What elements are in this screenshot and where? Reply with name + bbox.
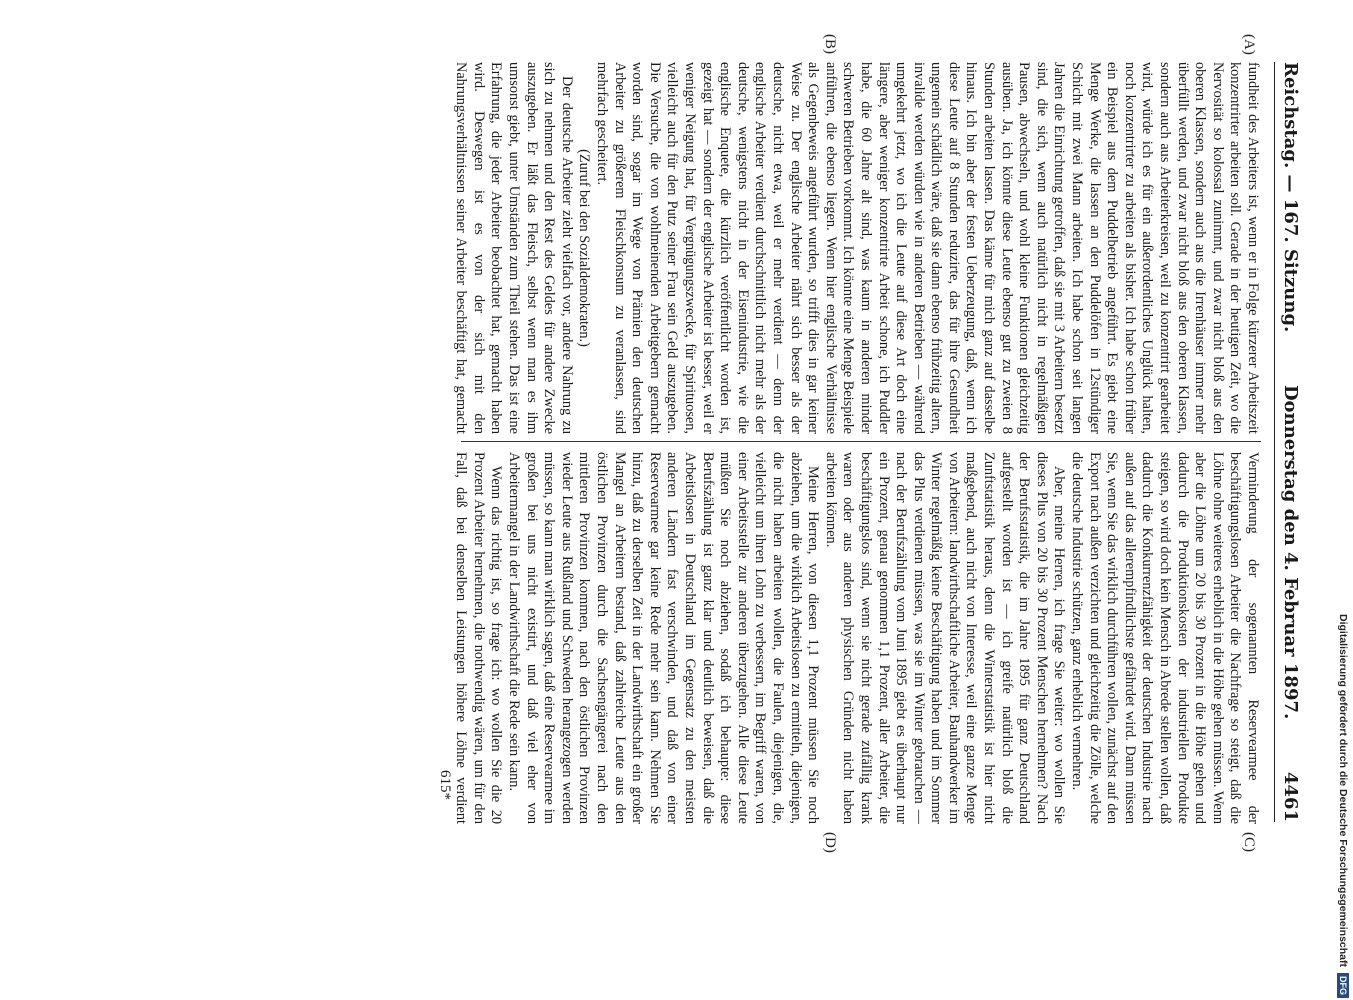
left-paragraph-2: Der deutsche Arbeiter zieht vielfach vor, andere Nahrung zu sich zu nehmen und den Rest des Geldes für andere Zwecke auszugeben. Er läßt das Fleisch, selbst wenn man es ihm umsonst giebt, unter Umständen zum Theil stehen. Das ist eine Erfahrung, die jeder Arbeiter beobachtet hat, gemacht haben wird. Deswegen ist es von der sich mit den Nahrungsverhältnissen seiner Arbeiter beschäftigt hat, gemacht xyxy=(453,62,575,434)
right-paragraph-2: Aber, meine Herren, ich frage Sie weiter: wo wollen Sie dieses Plus von 20 bis 30 Prozent Menschen hernehmen? Nach der Berufsstatistik, die im Jahre 1895 für ganz Deutschland aufgestellt worden ist — ich greife natürlich bloß die Zunftstatistik heraus, denn die Winterstatistik ist hier nicht maßgebend, auch nicht von Interesse, weil eine ganze Menge von Arbeitern: landwirthschaftliche Arbeiter, Bauhandwerker im Winter regelmäßig keine Beschäftigung haben und im Sommer das Plus verdienen müssen, was sie im Winter gebrauchen — nach der Berufszählung vom Juni 1895 giebt es überhaupt nur ein Prozent, genau genommen 1,1 Prozent, aller Arbeiter, die beschäftigungslos sind, wenn sie nicht gerade zufällig krank waren oder aus anderen physischen Gründen nicht haben arbeiten können. xyxy=(822,452,1068,824)
page-header xyxy=(1274,62,1301,822)
right-text-column xyxy=(453,452,1261,824)
margin-mark-c: (C) xyxy=(1241,832,1257,852)
margin-mark-d: (D) xyxy=(822,832,838,853)
left-paragraph-1: fundheit des Arbeiters ist, wenn er in Folge kürzerer Arbeitszeit konzentrirter arbeiten soll. Gerade in der heutigen Zeit, wo die Nervosität so kolossal zunimmt, und zwar nicht bloß aus den oberen Klassen, sondern auch aus die Irrenhäuser immer mehr überfüllt werden, und zwar nicht bloß aus den oberen Klassen, sondern auch aus Arbeiterkreisen, weil zu konzentrirt gearbeitet wird, würde ich es für ein außerordentliches Unglück halten, noch konzentrirter zu arbeiten als bisher. Ich habe schon früher ein Beispiel aus dem Puddelbetrieb angeführt. Es giebt eine Menge Werke, die lassen an den Puddelöfen in 12stündiger Schicht mit zwei Mann arbeiten. Ich habe schon seit langen Jahren die Einrichtung getroffen, daß sie mit 3 Arbeitern besetzt sind, die sich, wenn auch natürlich nicht in regelmäßigen Pausen, abwechseln, und wohl kleine Funktionen gleichzeitig ausüben. Ja, ich könnte diese Leute ebenso gut zu zweien 8 Stunden arbeiten lassen. Das käme für mich ganz auf dasselbe hinaus. Ich bin aber der festen Ueberzeugung, daß, wenn ich diese Leute auf 8 Stunden reduzirte, das für ihre Gesundheit ungemein schädlich wäre, daß sie dann ebenso frühzeitig altern, invalide werden würden wie in anderen Betrieben — während umgekehrt jetzt, wo ich die Leute auf diese Art doch eine längere, aber weniger konzentrirte Arbeit schone, ich Puddler habe, die 60 Jahre alt sind, was kaum in anderen minder schweren Betrieben vorkommt. Ich könnte eine Menge Beispiele anführen, die ebenso liegen. Wenn hier englische Verhältnisse als Gegenbeweis angeführt wurden, so trifft dies in gar keiner Weise zu. Der englische Arbeiter nährt sich besser als der deutsche, nicht etwa, weil er mehr verdient — denn der englische Arbeiter verdient durchschnittlich nicht mehr als der deutsche, wenigstens nicht in der Eisenindustrie, wie die englische Enquete, die kürzlich veröffentlicht worden ist, gezeigt hat — sondern der englische Arbeiter ist besser, weil er weniger Neigung hat, für Vergnügungszwecke, für Spirituosen, vielleicht auch für den Putz seiner Frau sein Geld auszugeben. Die Versuche, die von wohlmeinenden Arbeitgebern gemacht worden sind, sogar im Wege von Prämien den deutschen Arbeiter zu größerem Fleischkonsum zu veranlassen, sind mehrfach gescheitert. xyxy=(594,62,1261,434)
left-interjection: (Zuruf bei den Sozialdemokraten.) xyxy=(576,149,593,347)
header-left: Reichstag. — 167. Sitzung. xyxy=(1280,62,1301,333)
left-text-column xyxy=(453,62,1261,434)
margin-mark-b: (B) xyxy=(822,34,838,54)
digitization-text: Digitalisierung gefördert durch die Deutsche Forschungsgemeinschaft xyxy=(1337,614,1349,967)
header-date: Donnerstag den 4. Februar 1897. xyxy=(1280,384,1301,720)
column-divider xyxy=(461,441,1261,442)
digitization-note xyxy=(1336,8,1350,998)
right-paragraph-1: Verminderung der sogenannten Reservearmee der beschäftigungslosen Arbeiter die Nachfrage so steigt, daß die Löhne ohne weiteres erheblich in die Höhe gehen müssen. Wenn aber die Löhne um 20 bis 30 Prozent in die Höhe gehen und dadurch die Produktionskosten der industriellen Produkte steigen, so wird doch kein Mensch in Abrede stellen wollen, daß dadurch die Konkurrenzfähigkeit der deutschen Industrie nach außen auf das allerempfindlichste gefährdet wird. Dann müssen Sie, wenn Sie das wirklich durchführen wollen, zunächst auf den Export nach außen verzichten und gleichzeitig die Zölle, welche die deutsche Industrie schützen, ganz erheblich vermehren. xyxy=(1069,452,1261,824)
sheet-signature: 615* xyxy=(437,770,453,800)
margin-mark-a: (A) xyxy=(1241,34,1257,55)
page-number: 4461 xyxy=(1280,771,1301,822)
dfg-badge: DFG xyxy=(1337,973,1349,998)
right-paragraph-4: Wenn das richtig ist, so frage ich: wo wollen Sie die 20 Prozent Arbeiter hernehmen, die nothwendig wären, um für den Fall, daß bei denselben Leistungen höhere Löhne verdient xyxy=(453,452,505,824)
right-paragraph-3: Meine Herren, von diesen 1,1 Prozent müssen Sie noch abziehen, um die wirklich Arbeitslosen zu ermitteln, diejenigen, die nicht haben arbeiten wollen, die Faulen, diejenigen, die, vielleicht um ihren Lohn zu verbessern, im Begriff waren, von einer Arbeitsstelle zur anderen überzugehen. Alle diese Leute müßten Sie noch abziehen, sodaß ich behaupte: diese Berufszählung ist ganz klar und deutlich beweisen, daß die Arbeitslosen in Deutschland im Gegensatz zu den meisten anderen Ländern fast verschwinden, und daß von einer Reservearmee gar keine Rede mehr sein kann. Nehmen Sie hinzu, daß zu derselben Zeit in der Landwirthschaft ein großer Mangel an Arbeitern bestand, daß zahlreiche Leute aus den östlichen Provinzen durch die Sachsengängerei nach den mittleren Provinzen kommen, nach den östlichen Provinzen wieder Leute aus Rußland und Schweden herangezogen werden müssen, so kann man wirklich sagen, daß eine Reservearmee im großen bei uns nicht existirt, und daß viel eher von Arbeitermangel in der Landwirthschaft die Rede sein kann. xyxy=(506,452,822,824)
